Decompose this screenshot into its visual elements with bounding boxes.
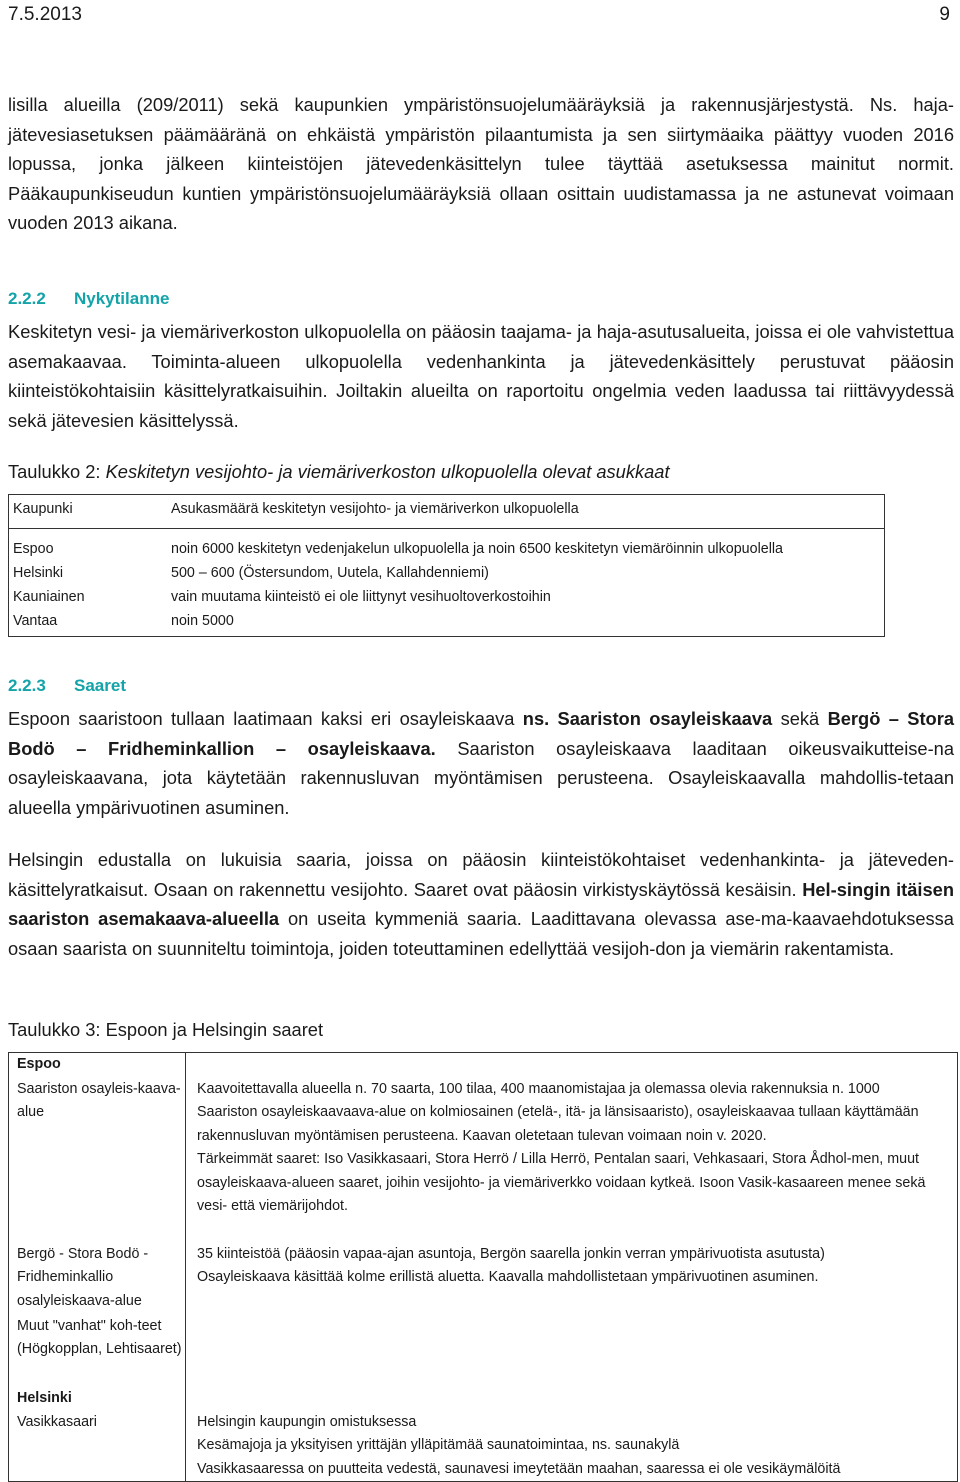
table-row — [9, 565, 885, 589]
table-row — [9, 1053, 958, 1078]
table-header-row — [9, 495, 885, 529]
table-cell-description — [186, 1411, 958, 1482]
description-line: Tärkeimmät saaret: Iso Vasikkasaari, Stora Herrö / Lilla Herrö, Pentalan saari, Vehkasaari, Stora Ådhol-men, muut osayleiskaava-alueen saaret, joihin vesijohto- ja viemäriverkko voidaan kytkeä. Isoon Vasik-kasaareen menee sekä vesi- että viemärijohdot. — [197, 1151, 926, 1214]
description-line: Saariston osayleiskaavaava-alue on kolmiosainen (etelä-, itä- ja länsisaaristo), osayleiskaavaa tullaan käyttämään rakennusluvan myöntämisen perusteena. Kaavan oletetaan tulevan voimaan noin v. 2020. — [197, 1104, 919, 1144]
table-header-city: Kaupunki — [9, 495, 168, 529]
table-cell-area: Vasikkasaari — [9, 1411, 186, 1482]
section-heading-nykytilanne — [8, 289, 169, 309]
page-number: 9 — [939, 4, 950, 25]
description-line: Helsingin kaupungin omistuksessa — [197, 1413, 417, 1430]
table2-caption — [8, 461, 670, 483]
description-line: Osayleiskaava käsittää kolme erillistä aluetta. Kaavalla mahdollistetaan ympärivuotinen asuminen. — [197, 1269, 819, 1285]
text-run: Espoon saaristoon tullaan laatimaan kaksi eri osayleiskaava — [8, 708, 523, 729]
table-row — [9, 613, 885, 637]
table-cell-area: Saariston osayleis-kaava-alue — [9, 1078, 186, 1243]
table-cell-description — [186, 1243, 958, 1315]
intro-paragraph: lisilla alueilla (209/2011) sekä kaupunkien ympäristönsuojelumääräyksiä ja rakennusjärjestystä. Ns. haja-jätevesiasetuksen päämääränä on ehkäistä ympäristön pilaantumista ja sen siirtymäaika päättyy vuoden 2016 lopussa, jonka jälkeen kiinteistöjen jätevedenkäsittelyn tulee täyttää asetuksessa mainitut normit. Pääkaupunkiseudun kuntien ympäristönsuojelumääräyksiä ollaan osittain uudistamassa ja ne astunevat voimaan vuoden 2013 aikana. — [8, 94, 954, 233]
table3-caption-label: Taulukko 3: — [8, 1019, 101, 1040]
table-row — [9, 589, 885, 613]
table-cell-city: Espoo — [13, 540, 54, 557]
table2-caption-text: Keskitetyn vesijohto- ja viemäriverkoston ulkopuolella olevat asukkaat — [105, 461, 670, 482]
section-number: 2.2.3 — [8, 676, 46, 695]
table-cell-city: Vantaa — [13, 612, 58, 629]
description-line: Kaavoitettavalla alueella n. 70 saarta, 100 tilaa, 400 maanomistajaa ja olemassa olevia rakennuksia n. 1000 — [197, 1080, 880, 1097]
table-cell-area: Bergö - Stora Bodö - Fridheminkallio osalyleiskaava-alue — [9, 1243, 186, 1315]
saaret-paragraph-1 — [8, 704, 954, 822]
table-row — [9, 1078, 958, 1243]
description-line: Vasikkasaaressa on puutteita vedestä, saunavesi imeytetään maahan, saaressa ei ole vesikäymälöitä — [197, 1460, 841, 1477]
islands-table — [8, 1052, 958, 1482]
text-run: Helsingin edustalla on lukuisia saaria, joissa on pääosin kiinteistökohtaiset vedenhankinta- ja jäteveden-käsittelyratkaisut. Osaan on rakennettu vesijohto. Saaret ovat pääosin virkistyskäytössä kesäisin. — [8, 849, 954, 900]
section-number: 2.2.2 — [8, 289, 46, 308]
table-row — [9, 1411, 958, 1482]
bold-run: Bergö – Stora Bodö – Fridheminkallion – osayleiskaava. — [8, 708, 954, 759]
residents-table — [8, 494, 885, 637]
table-row — [9, 1387, 958, 1411]
table2-caption-label: Taulukko 2: — [8, 461, 101, 482]
nykytilanne-paragraph: Keskitetyn vesi- ja viemäriverkoston ulkopuolella on pääosin taajama- ja haja-asutusalueita, joissa ei ole vahvistettua asemakaavaa. Toiminta-alueen ulkopuolella vedenhankinta ja jätevedenkäsittely perustuvat pääosin kiinteistökohtaisiin käsittelyratkaisuihin. Joiltakin alueilta on raportoitu ongelmia veden laadussa tai riittävyydessä sekä jätevesien käsittelyssä. — [8, 321, 954, 431]
table-cell-area: Muut "vanhat" koh-teet (Högkopplan, Lehtisaaret) — [9, 1315, 186, 1387]
table-row — [9, 1243, 958, 1315]
table-cell-value: 500 – 600 (Östersundom, Uutela, Kallahdenniemi) — [171, 564, 489, 581]
text-run: on useita kymmeniä saaria. Laadittavana olevassa ase-ma-kaavaehdotuksessa osaan saarista on suunniteltu toimintoja, joiden toteuttaminen edellyttää vesijoh-don ja viemärin rakentamista. — [8, 908, 954, 959]
bold-run: ns. Saariston osayleiskaava — [522, 708, 773, 729]
header-date: 7.5.2013 — [8, 4, 82, 25]
table-cell-value: vain muutama kiinteistö ei ole liittynyt vesihuoltoverkostoihin — [171, 588, 551, 605]
table3-caption — [8, 1019, 323, 1041]
section-title: Nykytilanne — [74, 289, 170, 308]
section-title: Saaret — [74, 676, 126, 695]
saaret-paragraph-2 — [8, 845, 954, 963]
table-row — [9, 541, 885, 565]
table-cell-value: noin 5000 — [171, 612, 234, 629]
table3-caption-text: Espoon ja Helsingin saaret — [105, 1019, 324, 1040]
text-run: Saariston osayleiskaava laaditaan oikeusvaikutteise-na osayleiskaavana, jota käytetään rakennusluvan myöntämisen perusteena. Osayleiskaavalla mahdollis-tetaan alueella ympärivuotinen asuminen. — [8, 737, 954, 818]
bold-run: Hel-singin itäisen saariston asemakaava-alueella — [8, 878, 955, 929]
table-cell-value: noin 6000 keskitetyn vedenjakelun ulkopuolella ja noin 6500 keskitetyn viemäröinnin ulkopuolella — [171, 540, 783, 557]
section-heading-saaret — [8, 676, 126, 696]
table-group-espoo: Espoo — [9, 1053, 186, 1078]
table-cell-description — [186, 1078, 958, 1243]
table-row — [9, 1315, 958, 1387]
table-cell-city: Kauniainen — [13, 588, 85, 605]
table-header-count: Asukasmäärä keskitetyn vesijohto- ja viemäriverkon ulkopuolella — [167, 495, 885, 529]
text-run: sekä — [772, 708, 828, 729]
description-line: Kesämajoja ja yksityisen yrittäjän ylläpitämää saunatoimintaa, ns. saunakylä — [197, 1437, 680, 1453]
description-line: 35 kiinteistöä (pääosin vapaa-ajan asuntoja, Bergön saarella jonkin verran ympärivuotista asutusta) — [197, 1245, 825, 1262]
table-group-helsinki: Helsinki — [9, 1387, 186, 1411]
table-cell-city: Helsinki — [13, 564, 64, 581]
